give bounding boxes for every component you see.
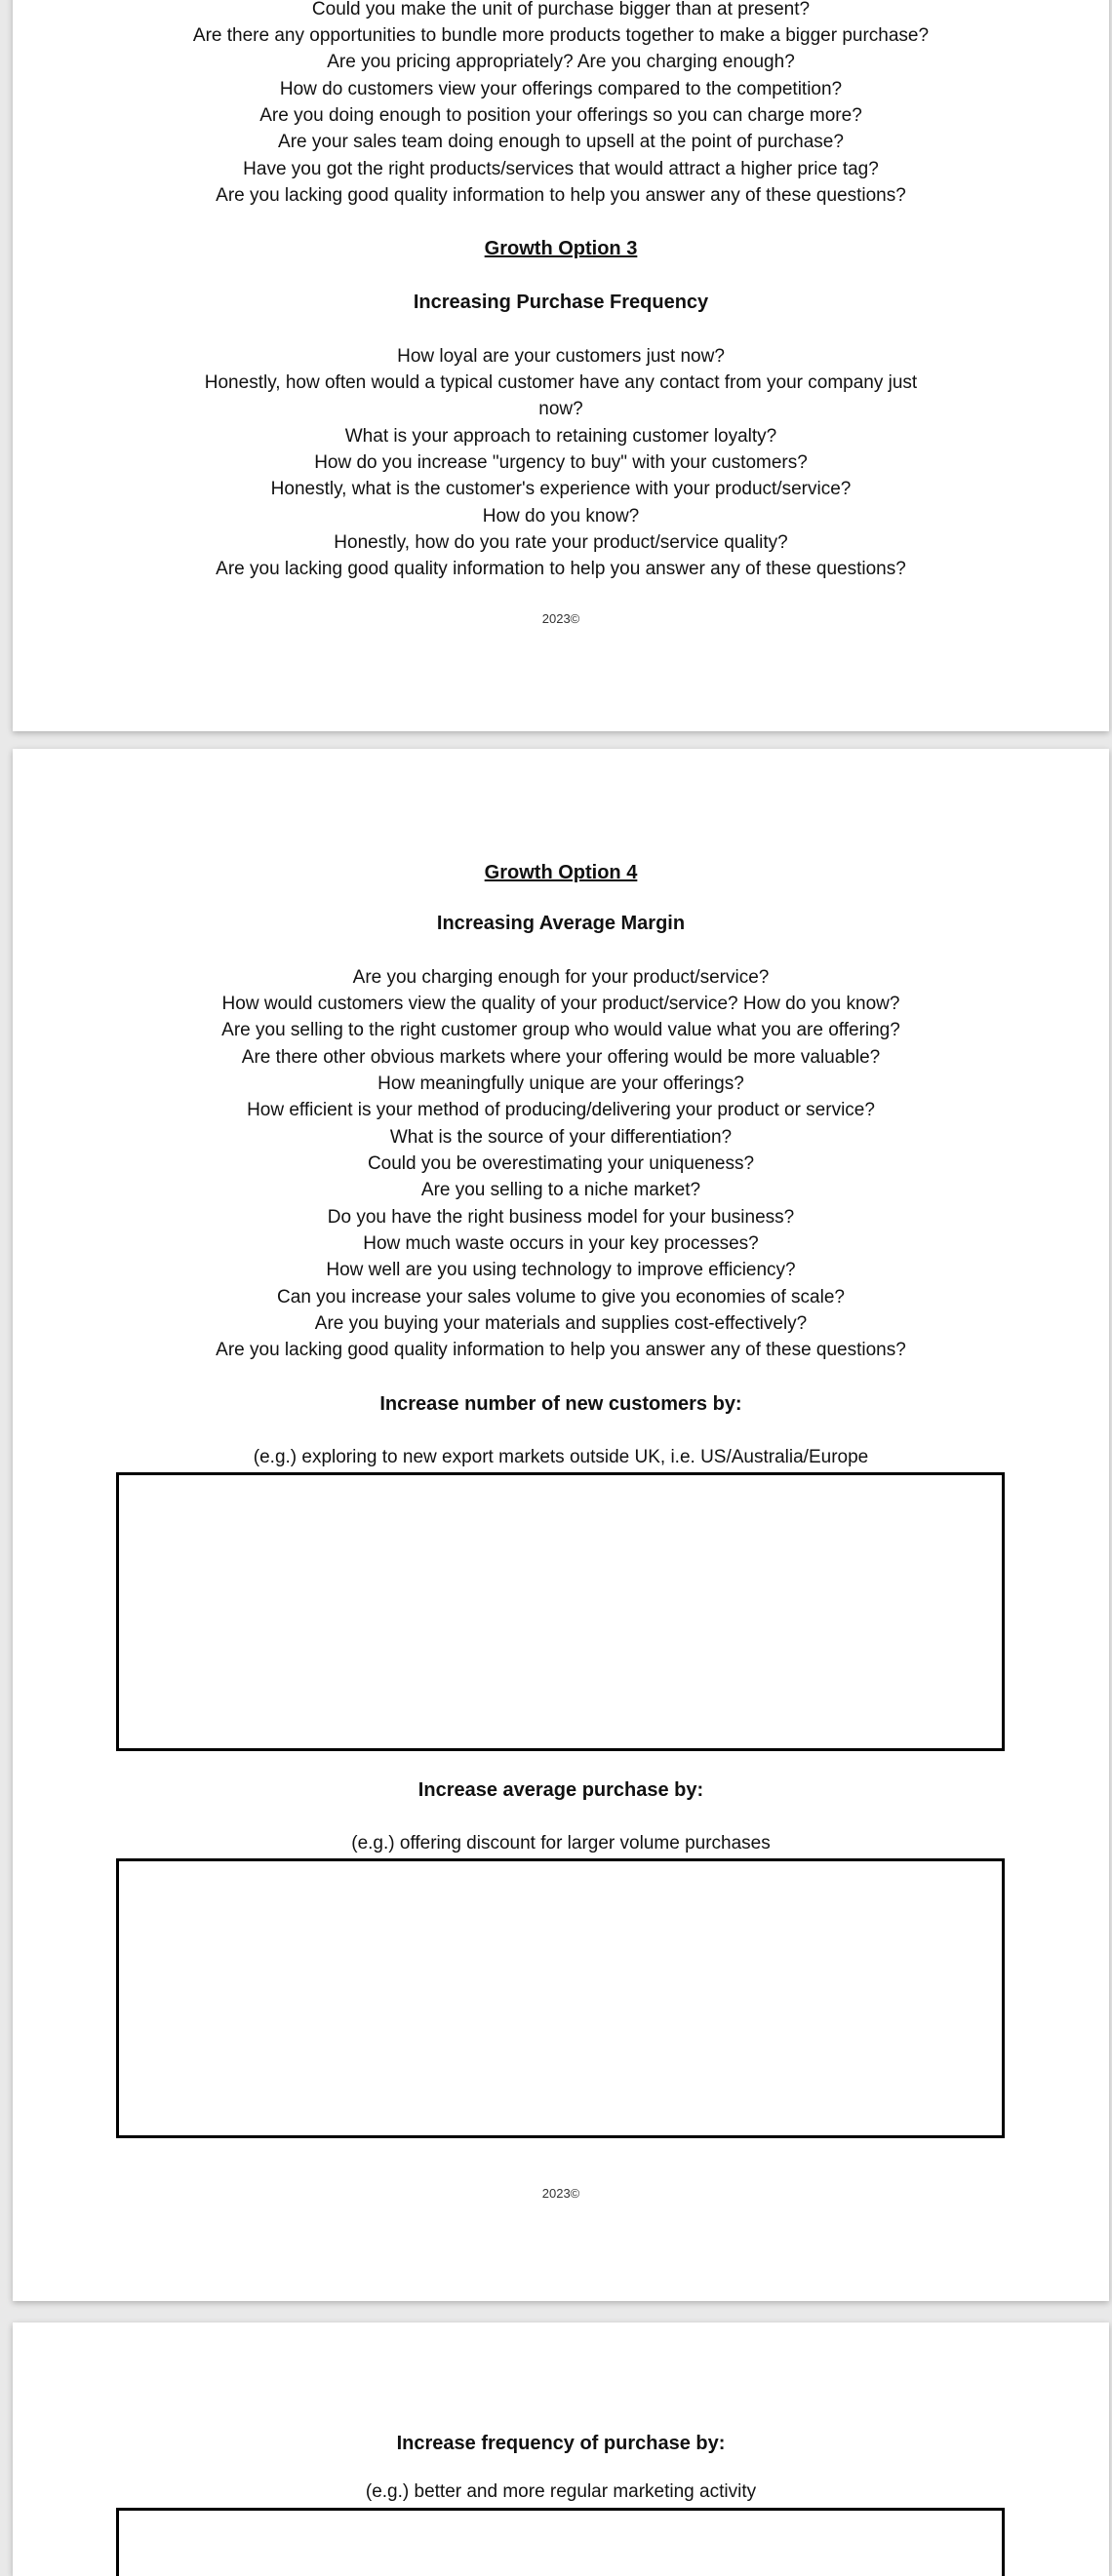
question-line: How would customers view the quality of your product/service? How do you know? (221, 994, 900, 1014)
growth-option-3-subtitle: Increasing Purchase Frequency (413, 292, 709, 313)
question-line: Are your sales team doing enough to upsell at the point of purchase? (278, 132, 844, 152)
question-line: Are you buying your materials and supplies cost-effectively? (314, 1313, 808, 1334)
average-purchase-heading: Increase average purchase by: (417, 1779, 704, 1801)
question-line: Honestly, how often would a typical customer have any contact from your company just (204, 372, 918, 393)
question-line: Are you doing enough to position your offerings so you can charge more? (259, 105, 862, 126)
page-footer: 2023© (541, 2186, 580, 2201)
question-line: What is the source of your differentiation? (389, 1127, 733, 1148)
question-line: Are you selling to a niche market? (420, 1180, 701, 1200)
question-line: Do you have the right business model for your business? (327, 1207, 795, 1228)
question-line: Are you lacking good quality information to help you answer any of these questions? (216, 1340, 906, 1360)
question-line: How loyal are your customers just now? (397, 346, 725, 367)
question-line: Have you got the right products/services that would attract a higher price tag? (243, 159, 879, 179)
average-purchase-input-box[interactable] (116, 1858, 1005, 2138)
new-customers-heading: Increase number of new customers by: (379, 1393, 742, 1415)
average-purchase-example: (e.g.) offering discount for larger volume purchases (351, 1833, 771, 1854)
question-line: Honestly, what is the customer's experience with your product/service? (270, 479, 852, 499)
new-customers-example: (e.g.) exploring to new export markets outside UK, i.e. US/Australia/Europe (253, 1447, 869, 1467)
question-line: Are you charging enough for your product/service? (352, 967, 770, 988)
question-line: Are there any opportunities to bundle more products together to make a bigger purchase? (192, 25, 930, 46)
growth-option-3-title: Growth Option 3 (484, 238, 638, 259)
question-line: How do customers view your offerings compared to the competition? (279, 79, 843, 99)
question-line: How much waste occurs in your key processes? (363, 1233, 759, 1254)
question-line: Are you selling to the right customer group who would value what you are offering? (221, 1020, 900, 1040)
question-line: Are you lacking good quality information to help you answer any of these questions? (216, 185, 906, 206)
question-line: How do you know? (482, 506, 640, 527)
question-line: Can you increase your sales volume to give you economies of scale? (277, 1287, 845, 1308)
question-line: Are you pricing appropriately? Are you charging enough? (327, 52, 795, 72)
purchase-frequency-example: (e.g.) better and more regular marketing activity (365, 2481, 757, 2502)
question-line: What is your approach to retaining customer loyalty? (344, 426, 777, 447)
document-page-3 (13, 2322, 1109, 2576)
question-line: Are there other obvious markets where your offering would be more valuable? (241, 1047, 881, 1068)
purchase-frequency-heading: Increase frequency of purchase by: (396, 2433, 726, 2454)
growth-option-4-subtitle: Increasing Average Margin (436, 913, 686, 934)
new-customers-input-box[interactable] (116, 1472, 1005, 1751)
question-line: How efficient is your method of producing/delivering your product or service? (247, 1100, 875, 1120)
question-line: Honestly, how do you rate your product/service quality? (334, 532, 788, 553)
question-line: How meaningfully unique are your offerings? (377, 1073, 744, 1094)
question-line: How do you increase "urgency to buy" with your customers? (314, 452, 808, 473)
question-line: How well are you using technology to improve efficiency? (326, 1260, 796, 1280)
growth-option-4-title: Growth Option 4 (484, 862, 638, 883)
document-page-2 (13, 749, 1109, 2301)
question-line: Are you lacking good quality information to help you answer any of these questions? (216, 559, 906, 579)
page-footer: 2023© (541, 611, 580, 626)
question-line: Could you make the unit of purchase bigger than at present? (311, 0, 811, 20)
question-line: now? (538, 399, 583, 419)
question-line: Could you be overestimating your uniqueness? (367, 1153, 755, 1174)
purchase-frequency-input-box[interactable] (116, 2508, 1005, 2576)
document-page-1 (13, 0, 1109, 731)
